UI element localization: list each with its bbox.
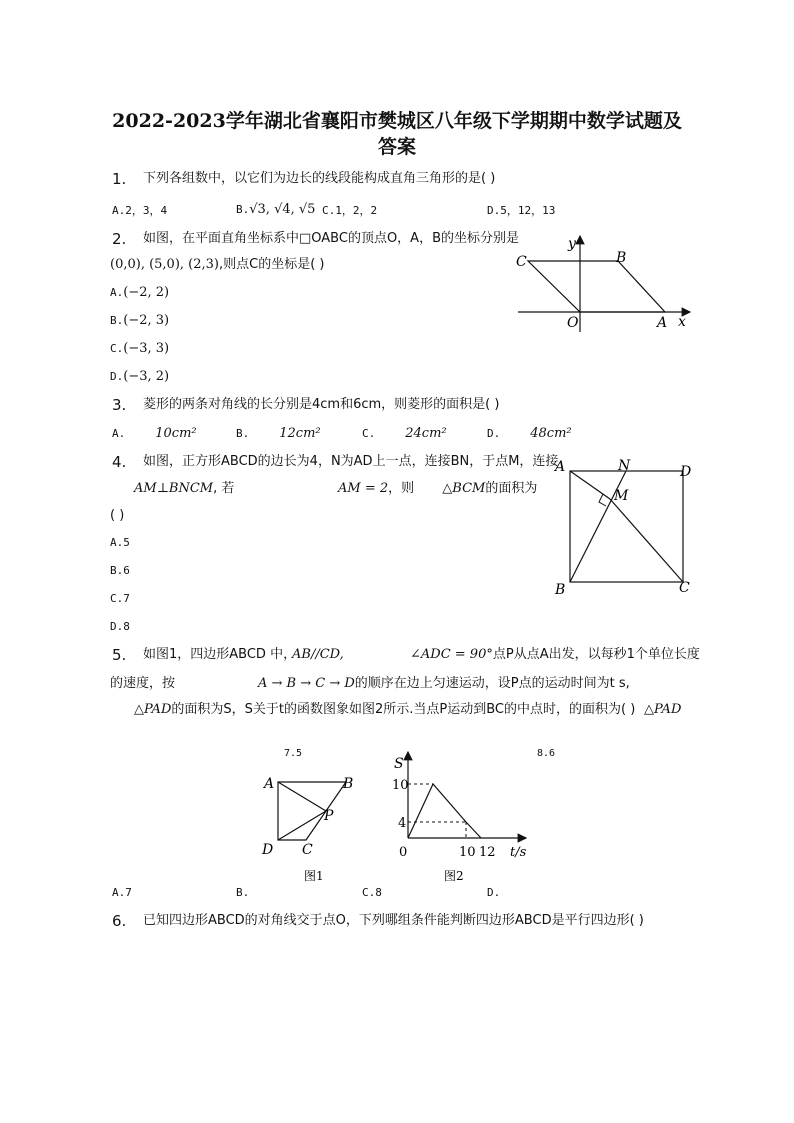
q2-option-c-letter: C. — [110, 342, 124, 355]
q1-option-d[interactable] — [487, 202, 555, 218]
tick-s-4: 4 — [398, 816, 407, 831]
q4-option-c-letter: C. — [110, 592, 124, 605]
question-5-stem-line2a: 的速度，按 — [110, 676, 176, 691]
label-c: C — [302, 842, 313, 858]
q3-option-c[interactable] — [362, 426, 447, 441]
question-1-number: 1. — [112, 170, 127, 188]
q2-option-a-letter: A. — [110, 286, 124, 299]
q5-option-a-text: 7 — [125, 886, 132, 899]
q5-option-b[interactable] — [236, 886, 249, 899]
q2-option-a-text: (−2, 2) — [123, 285, 170, 300]
q4-if: , 若 — [213, 481, 235, 496]
q4-figure-square — [552, 456, 698, 598]
q1-option-b-letter: B. — [236, 203, 250, 216]
q5-option-c-letter: C. — [362, 886, 376, 899]
question-6-number: 6. — [112, 912, 127, 930]
question-1-stem: 下列各组数中，以它们为边长的线段能构成直角三角形的是( ) — [143, 171, 496, 186]
q4-option-a[interactable] — [110, 536, 130, 549]
q1-option-d-letter: D. — [487, 204, 501, 217]
q3-option-d-letter: D. — [487, 427, 501, 440]
q3-option-c-letter: C. — [362, 427, 376, 440]
figure-1-caption: 图1 — [304, 869, 324, 883]
q4-cm: CM — [189, 481, 214, 496]
label-y: y — [568, 236, 576, 252]
q5-option-d[interactable] — [487, 886, 500, 899]
segment-am — [570, 471, 610, 499]
question-6-stem: 已知四边形ABCD的对角线交于点O，下列哪组条件能判断四边形ABCD是平行四边形( ) — [143, 913, 644, 928]
question-5-stem-line3 — [134, 701, 635, 719]
q5-option-d-letter: D. — [487, 886, 501, 899]
q2-option-b[interactable] — [110, 313, 169, 328]
q1-option-a-text: 2，3，4 — [125, 204, 168, 217]
q2-option-d-letter: D. — [110, 370, 124, 383]
q5-stem2-tail: 的顺序在边上匀速运动，设P点的运动时间为t s, — [354, 676, 630, 691]
q3-option-a-text: 10cm² — [155, 426, 197, 441]
q2-option-d[interactable] — [110, 369, 169, 384]
paper-title-line2: 答案 — [377, 136, 416, 158]
q4-option-b[interactable] — [110, 564, 130, 577]
s-graph-line — [408, 784, 481, 838]
q5-option-b-text: 7.5 — [284, 748, 303, 759]
q2-option-d-text: (−3, 2) — [123, 369, 170, 384]
q5-option-b-letter: B. — [236, 886, 250, 899]
q2-option-c-text: (−3, 3) — [123, 341, 170, 356]
q4-answer-paren: ( ) — [110, 508, 125, 523]
label-d: D — [680, 464, 692, 480]
question-5-stem-a: 如图1，四边形ABCD 中， — [143, 647, 297, 662]
tick-s-10: 10 — [392, 778, 409, 793]
question-2-number: 2. — [112, 230, 127, 248]
q3-option-c-text: 24cm² — [405, 426, 447, 441]
label-m: M — [614, 488, 629, 504]
question-5-stem-c — [410, 646, 700, 664]
label-x: x — [678, 314, 686, 330]
question-3-number: 3. — [112, 396, 127, 414]
question-3-stem: 菱形的两条对角线的长分别是4cm和6cm，则菱形的面积是( ) — [143, 397, 500, 412]
q3-option-d-text: 48cm² — [530, 426, 572, 441]
paper-title: 2022-2023学年湖北省襄阳市樊城区八年级下学期期中数学试题及 — [112, 110, 682, 132]
q1-option-c-text: 1，2，2 — [335, 204, 378, 217]
q3-option-a[interactable] — [112, 426, 197, 441]
label-s: S — [394, 756, 404, 772]
question-5-stem-b — [292, 646, 344, 664]
label-d: D — [262, 842, 274, 858]
q1-option-a[interactable] — [112, 202, 167, 218]
q2-option-b-text: (−2, 3) — [123, 313, 170, 328]
q5-option-a[interactable] — [112, 886, 132, 899]
q4-triangle: △BCM — [442, 481, 486, 496]
q5-option-c[interactable] — [362, 886, 382, 899]
q5-figure-2-graph — [386, 748, 536, 888]
q4-option-a-letter: A. — [110, 536, 124, 549]
q5-figure-1-trapezoid — [258, 770, 358, 888]
q3-option-a-letter: A. — [112, 427, 126, 440]
q4-option-c[interactable] — [110, 592, 130, 605]
q5-triangle-pad-1: △PAD — [134, 702, 172, 717]
label-n: N — [618, 458, 631, 474]
q2-option-b-letter: B. — [110, 314, 124, 327]
figure-2-caption: 图2 — [444, 869, 464, 883]
question-4-number: 4. — [112, 453, 127, 471]
label-o: O — [567, 315, 579, 331]
question-4-stem-line2b — [338, 480, 537, 498]
question-5-stem-line2b — [258, 675, 630, 693]
q4-then: ，则 — [388, 481, 415, 496]
q2-option-a[interactable] — [110, 285, 169, 300]
q4-option-b-letter: B. — [110, 564, 124, 577]
q3-option-b[interactable] — [236, 426, 321, 441]
question-5-number: 5. — [112, 646, 127, 664]
label-a: A — [657, 315, 668, 331]
q2-figure-parallelogram — [510, 232, 700, 337]
trapezoid-abcd — [278, 782, 346, 840]
q5-ab-parallel-cd: AB//CD, — [292, 647, 344, 662]
label-c: C — [516, 254, 527, 270]
segment-dp — [278, 811, 326, 840]
label-t: t/s — [510, 845, 527, 860]
q3-option-d[interactable] — [487, 426, 572, 441]
q2-stem-tail: ,则点C的坐标是( ) — [218, 257, 325, 272]
segment-ap — [278, 782, 326, 811]
q4-option-a-text: 5 — [123, 536, 130, 549]
q3-option-b-letter: B. — [236, 427, 250, 440]
q1-option-a-letter: A. — [112, 204, 126, 217]
q5-option-c-text: 8 — [375, 886, 382, 899]
q5-option-a-letter: A. — [112, 886, 126, 899]
q1-option-d-text: 5，12，13 — [500, 204, 556, 217]
q1-option-c-letter: C. — [322, 204, 336, 217]
label-c: C — [679, 580, 690, 596]
q1-option-b-text: √3, √4, √5 — [249, 202, 316, 217]
q4-option-d[interactable] — [110, 620, 130, 633]
segment-mc — [610, 499, 683, 582]
q5-path: A → B → C → D — [258, 676, 355, 691]
q2-option-c[interactable] — [110, 341, 169, 356]
q4-option-b-text: 6 — [123, 564, 130, 577]
label-p: P — [324, 808, 334, 824]
q4-option-c-text: 7 — [123, 592, 130, 605]
q4-option-d-letter: D. — [110, 620, 124, 633]
question-4-stem-line2 — [134, 480, 234, 498]
q5-option-d-text: 8.6 — [537, 748, 556, 759]
tick-t-10: 10 — [459, 845, 476, 860]
q1-option-c[interactable] — [322, 202, 377, 218]
label-a: A — [555, 459, 566, 475]
label-b: B — [555, 582, 566, 598]
q3-option-b-text: 12cm² — [279, 426, 321, 441]
parallelogram-oabc — [528, 261, 665, 312]
q1-option-b[interactable] — [236, 202, 315, 217]
label-a: A — [264, 776, 275, 792]
tick-origin: 0 — [399, 845, 408, 860]
question-5-stem-line3-end — [644, 701, 681, 719]
label-b: B — [343, 776, 354, 792]
question-4-stem-line1: 如图，正方形ABCD的边长为4，N为AD上一点，连接BN，于点M，连接 — [143, 454, 559, 469]
question-2-stem-line1: 如图，在平面直角坐标系中□OABC的顶点O，A，B的坐标分别是 — [143, 231, 519, 246]
q4-am-value: AM = 2 — [338, 481, 389, 496]
q4-area-of: 的面积为 — [485, 481, 538, 496]
tick-t-12: 12 — [479, 845, 496, 860]
q5-stem3-text: 的面积为S，S关于t的函数图象如图2所示.当点P运动到BC的中点时，的面积为( ) — [171, 702, 636, 717]
question-2-stem-line2 — [110, 256, 324, 274]
label-b: B — [616, 250, 627, 266]
q4-condition: AM⊥BN — [134, 481, 190, 496]
q5-triangle-pad-2: △PAD — [644, 702, 682, 717]
q5-angle-adc: ∠ADC = 90° — [410, 647, 493, 662]
q5-stem-d: 点P从点A出发，以每秒1个单位长度 — [492, 647, 700, 662]
q2-coordinates: (0,0), (5,0), (2,3) — [110, 257, 219, 272]
q4-option-d-text: 8 — [123, 620, 130, 633]
